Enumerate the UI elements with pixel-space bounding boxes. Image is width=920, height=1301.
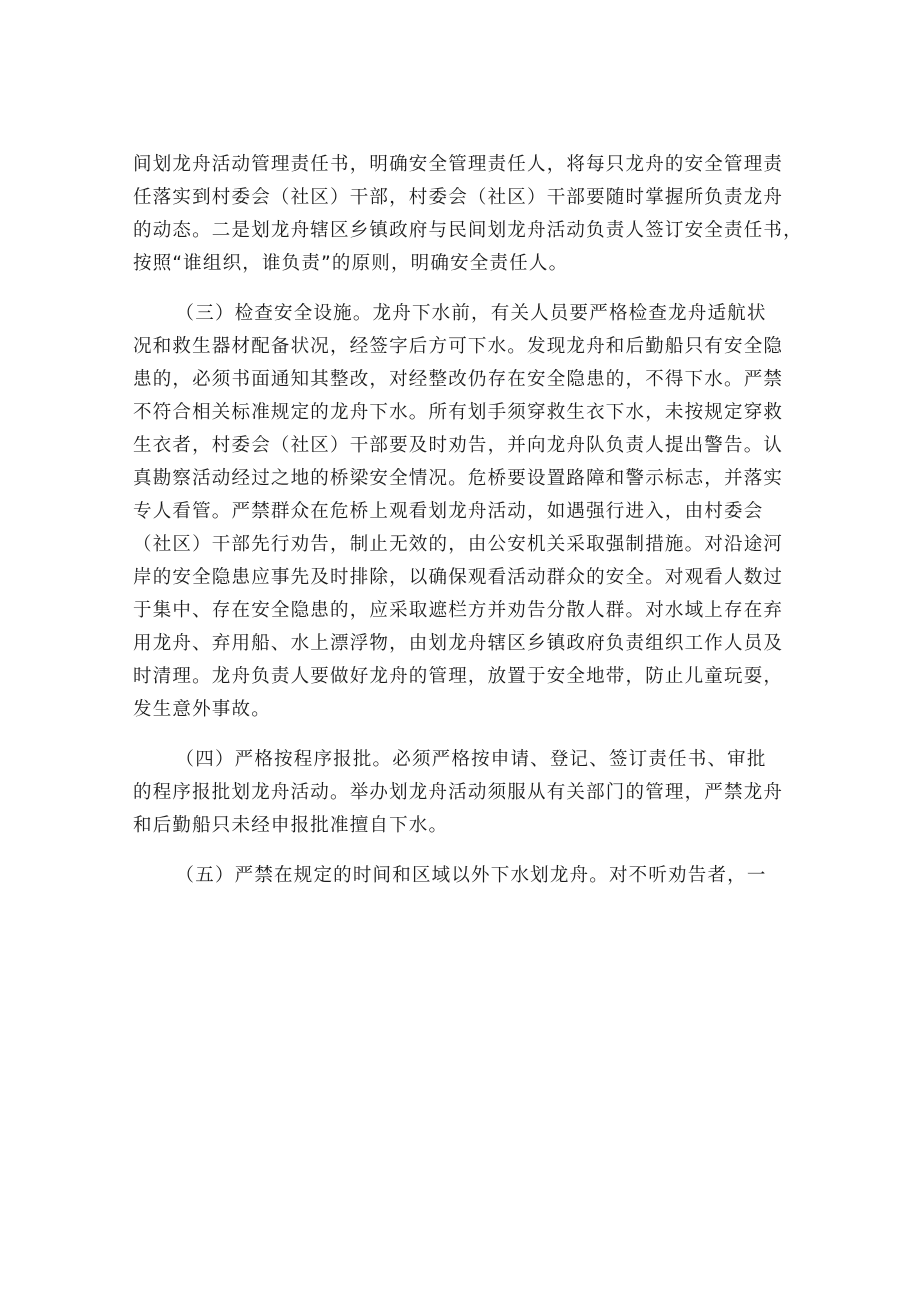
text-line: 时清理。龙舟负责人要做好龙舟的管理，放置于安全地带，防止儿童玩耍， <box>133 666 784 687</box>
text-line: 的程序报批划龙舟活动。举办划龙舟活动须服从有关部门的管理，严禁龙舟 <box>133 782 784 803</box>
text-line: 任落实到村委会（社区）干部，村委会（社区）干部要随时掌握所负责龙舟 <box>133 187 784 208</box>
text-line: 岸的安全隐患应事先及时排除，以确保观看活动群众的安全。对观看人数过 <box>133 567 784 588</box>
text-line: 和后勤船只未经申报批准擅自下水。 <box>133 815 449 836</box>
text-line: （五）严禁在规定的时间和区域以外下水划龙舟。对不听劝告者，一 <box>175 865 767 886</box>
text-line: （三）检查安全设施。龙舟下水前，有关人员要严格检查龙舟适航状 <box>175 303 767 324</box>
document-body <box>133 148 803 892</box>
paragraph-approval-procedure <box>133 743 793 842</box>
text-line: （四）严格按程序报批。必须严格按申请、登记、签订责任书、审批 <box>175 749 767 770</box>
text-line: 用龙舟、弃用船、水上漂浮物，由划龙舟辖区乡镇政府负责组织工作人员及 <box>133 633 784 654</box>
text-line: 专人看管。严禁群众在危桥上观看划龙舟活动，如遇强行进入，由村委会 <box>133 501 764 522</box>
text-line: 不符合相关标准规定的龙舟下水。所有划手须穿救生衣下水，未按规定穿救 <box>133 402 784 423</box>
paragraph-safety-facilities <box>133 297 793 726</box>
text-line: 间划龙舟活动管理责任书，明确安全管理责任人，将每只龙舟的安全管理责 <box>133 154 784 175</box>
text-line: 患的，必须书面通知其整改，对经整改仍存在安全隐患的，不得下水。严禁 <box>133 369 784 390</box>
text-line: 发生意外事故。 <box>133 699 271 720</box>
text-line: 真勘察活动经过之地的桥梁安全情况。危桥要设置路障和警示标志，并落实 <box>133 468 784 489</box>
paragraph-time-area-restriction <box>133 859 793 892</box>
text-line: （社区）干部先行劝告，制止无效的，由公安机关采取强制措施。对沿途河 <box>133 534 784 555</box>
text-line: 于集中、存在安全隐患的，应采取遮栏方并劝告分散人群。对水域上存在弃 <box>133 600 784 621</box>
text-line: 况和救生器材配备状况，经签字后方可下水。发现龙舟和后勤船只有安全隐 <box>133 336 784 357</box>
text-line: 的动态。二是划龙舟辖区乡镇政府与民间划龙舟活动负责人签订安全责任书， <box>133 220 803 241</box>
text-line: 生衣者，村委会（社区）干部要及时劝告，并向龙舟队负责人提出警告。认 <box>133 435 784 456</box>
text-line: 按照“谁组织，谁负责”的原则，明确安全责任人。 <box>133 253 569 274</box>
paragraph-responsibility <box>133 148 803 280</box>
